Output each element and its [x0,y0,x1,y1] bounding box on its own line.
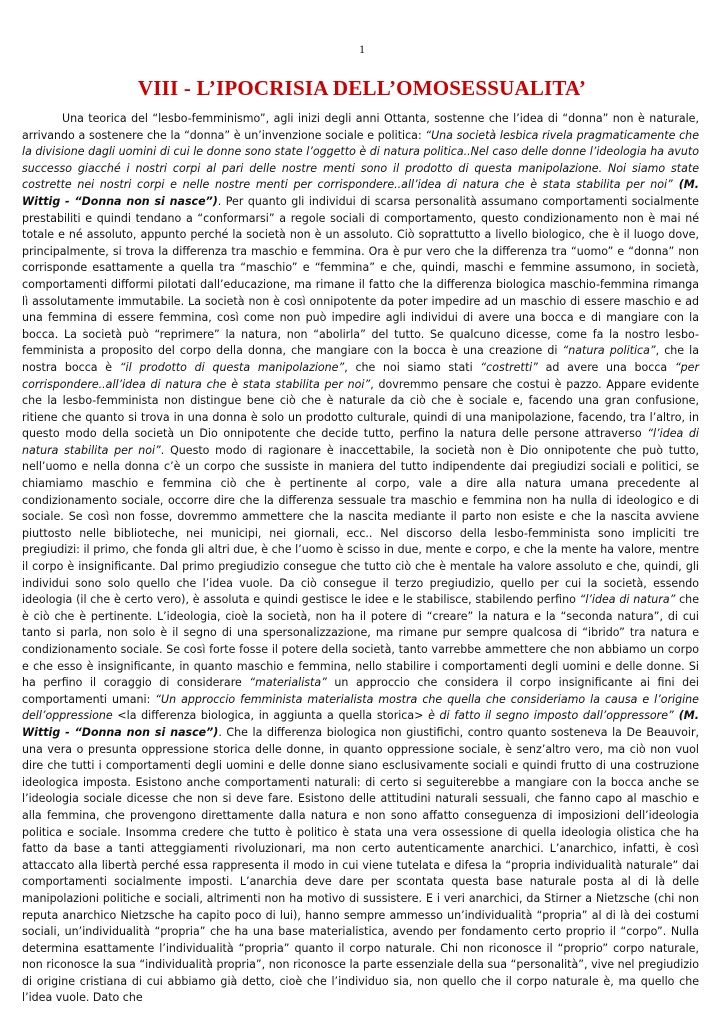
chapter-title: VIII - L’IPOCRISIA DELL’OMOSESSUALITA’ [137,76,587,100]
quotation: “Un approccio femminista materialista mostra che quella che consideriamo la causa e l’origine dell’oppressione [22,692,699,723]
text-run: ad avere una bocca [537,360,675,374]
quotation: “Una società lesbica rivela pragmaticamente che la divisione dagli uomini di cui le donne sono state l’oggetto è di natura politica..Nel caso delle donne l’ideologia ha avuto successo giacché i nostri corpi al pari delle nostre menti sono il prodotto di questa manipolazione. Noi siamo state costrette nei nostri corpi e nelle nostre menti per corrispondere..all’idea di natura che è stata stabilita per noi” [22,128,699,192]
quotation: “costretti” [480,360,538,374]
quotation: “l’idea di natura” [579,593,676,607]
text-run: . Per quanto gli individui di scarsa personalità assumano comportamenti socialmente prestabiliti e quindi tendano a “conformarsi” a regole sociali di comportamento, questo condizionamento non è mai né totale e né assoluto, appunto perché la società non è un assoluto. Ciò soprattutto a livello biologico, che è il luogo dove, principalmente, si trova la differenza tra maschio e femmina. Ora è pur vero che la differenza tra “uomo” e “donna” non corrisponde esattamente a quella tra “maschio” e “femmina” e che, quindi, maschi e femmine assumono, in società, comportamenti difformi pilotati dall’educazione, ma rimane il fatto che la differenza biologica maschio-femmina rimanga lì assolutamente immutabile. La società non è così onnipotente da poter impedire ad un maschio di essere maschio e ad una femmina di essere femmina, così come non può impedire agli individui di avere una bocca e di mangiare con la bocca. La società può “reprimere” la natura, non “abolirla” del tutto. Se qualcuno dicesse, come fa la nostro lesbo-femminista a proposito del corpo della donna, che mangiare con la bocca è una creazione di [22,194,699,358]
text-run: <la differenza biologica, in aggiunta a quella storica> [112,709,429,723]
quotation: è di fatto il segno imposto dall’oppressore” [428,709,674,723]
text-run: , dovremmo pensare che costui è pazzo. Appare evidente che la lesbo-femminista non distingue bene ciò che è naturale da ciò che è sociale e, facendo una gran confusione, ritiene che quanto si trova in una donna è solo un prodotto culturale, quindi di una manipolazione, facendo, tra l’altro, in questo modo della società un Dio onnipotente che decide tutto, perfino la natura delle persone attraverso [22,377,699,441]
quotation: “il prodotto di questa manipolazione” [119,360,345,374]
text-run: che è ciò che è pertinente. L’ideologia, cioè la società, non ha il potere di “creare” la natura e la “seconda natura”, di cui tanto si parla, non solo è il segno di una spersonalizzazione, ma rimane pur sempre qualcosa di “ibrido” tra natura e condizionamento sociale. Se così forte fosse il potere della società, tanto varrebbe ammettere che non abbiamo un corpo e che esso è insignificante, in quanto maschio e femmina, nello stabilire i comportamenti degli uomini e delle donne. Si ha perfino il coraggio di considerare [22,593,699,690]
citation: (M. Wittig - “Donna non si nasce”) [22,709,699,739]
quotation: “l’idea di natura stabilita per noi” [22,427,699,457]
text-run: , che noi siamo stati [344,360,481,374]
body-paragraph [22,111,699,1007]
text-run: . Questo modo di ragionare è inaccettabile, la società non è Dio onnipotente che può tutto, nell’uomo e nella donna c’è un corpo che sussiste in maniera del tutto indipendente dai pregiudizi sociali e politici, se chiamiamo maschio e femmina ciò che è pertinente al corpo, vale a dire alla natura umana precedente al condizionamento sociale, occorre dire che la differenza sessuale tra maschio e femmina non ha nulla di ideologico e di sociale. Se così non fosse, dovremmo ammettere che la nascita mediante il parto non esiste e che la nascita avviene piuttosto nelle biblioteche, nei municipi, nei giornali, ecc.. Nel discorso della lesbo-femminista sono impliciti tre pregiudizi: il primo, che fonda gli altri due, è che l’uomo è scisso in due, mente e corpo, e che la mente ha valore, mentre il corpo è insignificante. Dal primo pregiudizio consegue che tutto ciò che è mentale ha valore assoluto e che, quindi, gli individui sono solo quello che l’idea vuole. Da ciò consegue il terzo pregiudizio, quello per cui la società, essendo ideologia (il che è certo vero), è assoluta e quindi gestisce le idee e le stabilisce, stabilendo perfino [22,443,700,607]
quotation: “per corrispondere..all’idea di natura che è stata stabilita per noi” [22,360,700,391]
page-number: 1 [359,42,365,56]
text-run: Una teorica del “lesbo-femminismo”, agli inizi degli anni Ottanta, sostenne che l’idea di “donna” non è naturale, arrivando a sostenere che la “donna” è un’invenzione sociale e politica: [22,112,699,142]
text-run: un approccio che considera il corpo insignificante ai fini dei comportamenti umani: [22,676,700,706]
quotation: “natura politica” [562,344,656,358]
text-run: , che la nostra bocca è [22,344,699,374]
text-run: . Che la differenza biologica non giustifichi, contro quanto sosteneva la De Beauvoir, una vera o presunta oppressione storica delle donne, in quanto oppressione sociale, è senz’altro vero, ma ciò non vuol dire che tutti i comportamenti degli uomini e delle donne siano esclusivamente sociali e quindi frutto di una costruzione ideologica imposta. Esistono anche comportamenti naturali: di certo si seguiterebbe a mangiare con la bocca anche se l’ideologia sociale dicesse che non si deve fare. Esistono delle attitudini naturali sessuali, che fanno capo al maschio e alla femmina, che provengono direttamente dalla natura e non sono affatto conseguenza di imposizioni dell’ideologia politica e sociale. Insomma credere che tutto è politico è stata una vera ossessione di quella ideologia olistica che ha fatto da base a tanti atteggiamenti rivoluzionari, ma non certo autenticamente anarchici. L’anarchico, infatti, è così attaccato alla libertà perché essa rappresenta il modo in cui viene tutelata e difesa la “propria individualità naturale” dai comportamenti socialmente imposti. L’anarchia deve dare per scontata questa base naturale posta al di là delle manipolazioni politiche e sociali, altrimenti non ha motivo di sussistere. E i veri anarchici, da Stirner a Nietzsche (chi non reputa anarchico Nietzsche ha capito poco di lui), hanno sempre ammesso un’individualità “propria” al di là dei costumi sociali, un’individualità “propria” che ha una base materialistica, avendo per fondamento certo proprio il “corpo”. Nulla determina esattamente l’individualità “propria” quanto il corpo naturale. Chi non riconosce il “proprio” corpo naturale, non riconosce la sua “individualità propria”, non riconosce la parte essenziale della sua “personalità”, vive nel pregiudizio di origine cristiana di cui abbiamo già detto, cioè che l’individuo sia, non quello che il corpo naturale è, ma quello che l’idea vuole. Dato che [22,725,699,1005]
quotation: “materialista” [249,676,327,690]
citation: (M. Wittig - “Donna non si nasce”) [22,178,699,208]
